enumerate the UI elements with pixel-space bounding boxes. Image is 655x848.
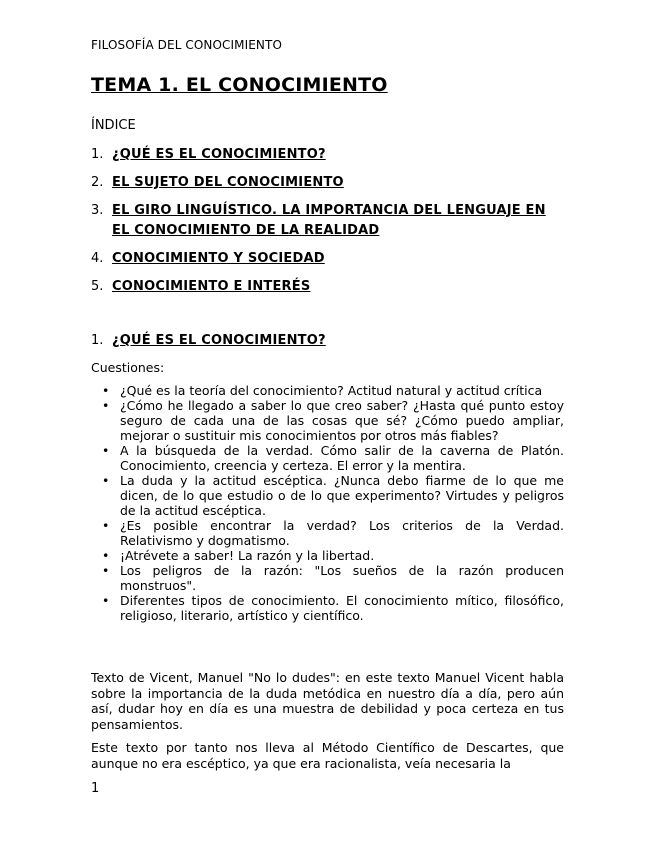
list-item: • ¡Atrévete a saber! La razón y la libertad. bbox=[102, 548, 564, 563]
toc-item bbox=[91, 277, 561, 297]
toc-item-number: 2. bbox=[91, 175, 104, 190]
page-header: FILOSOFÍA DEL CONOCIMIENTO bbox=[91, 38, 282, 52]
toc-item bbox=[91, 173, 561, 193]
toc-item-number: 1. bbox=[91, 147, 104, 162]
section-title: ¿QUÉ ES EL CONOCIMIENTO? bbox=[112, 333, 326, 348]
questions-list bbox=[102, 383, 564, 623]
toc-item-link[interactable]: CONOCIMIENTO E INTERÉS bbox=[112, 279, 311, 294]
list-item: • ¿Cómo he llegado a saber lo que creo saber? ¿Hasta qué punto estoy seguro de cada una de las cosas que sé? ¿Cómo puedo ampliar, mejorar o sustituir mis conocimientos por otros más fiables? bbox=[102, 398, 564, 443]
toc-item-number: 5. bbox=[91, 279, 104, 294]
toc-item bbox=[91, 145, 561, 165]
table-of-contents bbox=[91, 145, 561, 305]
toc-item-link[interactable]: ¿QUÉ ES EL CONOCIMIENTO? bbox=[112, 147, 326, 162]
toc-item bbox=[91, 249, 561, 269]
toc-item-link[interactable]: EL SUJETO DEL CONOCIMIENTO bbox=[112, 175, 344, 190]
list-item: • ¿Es posible encontrar la verdad? Los criterios de la Verdad. Relativismo y dogmatismo. bbox=[102, 518, 564, 548]
body-paragraph: Texto de Vicent, Manuel "No lo dudes": en este texto Manuel Vicent habla sobre la importancia de la duda metódica en nuestro día a día, pero aún así, dudar hoy en día es una muestra de debilidad y poca certeza en tus pensamientos. bbox=[91, 670, 564, 732]
page-title: TEMA 1. EL CONOCIMIENTO bbox=[91, 74, 388, 96]
index-label: ÍNDICE bbox=[91, 118, 136, 133]
list-item: • Los peligros de la razón: "Los sueños de la razón producen monstruos". bbox=[102, 563, 564, 593]
section-number: 1. bbox=[91, 333, 104, 348]
list-item: • ¿Qué es la teoría del conocimiento? Actitud natural y actitud crítica bbox=[102, 383, 564, 398]
toc-item-link[interactable]: CONOCIMIENTO Y SOCIEDAD bbox=[112, 251, 325, 266]
toc-item-number: 4. bbox=[91, 251, 104, 266]
list-item: • A la búsqueda de la verdad. Cómo salir de la caverna de Platón. Conocimiento, creencia y certeza. El error y la mentira. bbox=[102, 443, 564, 473]
body-paragraph: Este texto por tanto nos lleva al Método Científico de Descartes, que aunque no era escéptico, ya que era racionalista, veía necesaria la bbox=[91, 740, 564, 771]
toc-item-link[interactable]: EL GIRO LINGUÍSTICO. LA IMPORTANCIA DEL LENGUAJE EN EL CONOCIMIENTO DE LA REALIDAD bbox=[112, 203, 546, 238]
questions-label: Cuestiones: bbox=[91, 360, 165, 375]
toc-item-number: 3. bbox=[91, 203, 104, 218]
list-item: • Diferentes tipos de conocimiento. El conocimiento mítico, filosófico, religioso, literario, artístico y científico. bbox=[102, 593, 564, 623]
list-item: • La duda y la actitud escéptica. ¿Nunca debo fiarme de lo que me dicen, de lo que estudio o de lo que experimento? Virtudes y peligros de la actitud escéptica. bbox=[102, 473, 564, 518]
toc-item bbox=[91, 201, 561, 241]
page-number: 1 bbox=[91, 781, 100, 796]
section-heading bbox=[91, 333, 326, 348]
